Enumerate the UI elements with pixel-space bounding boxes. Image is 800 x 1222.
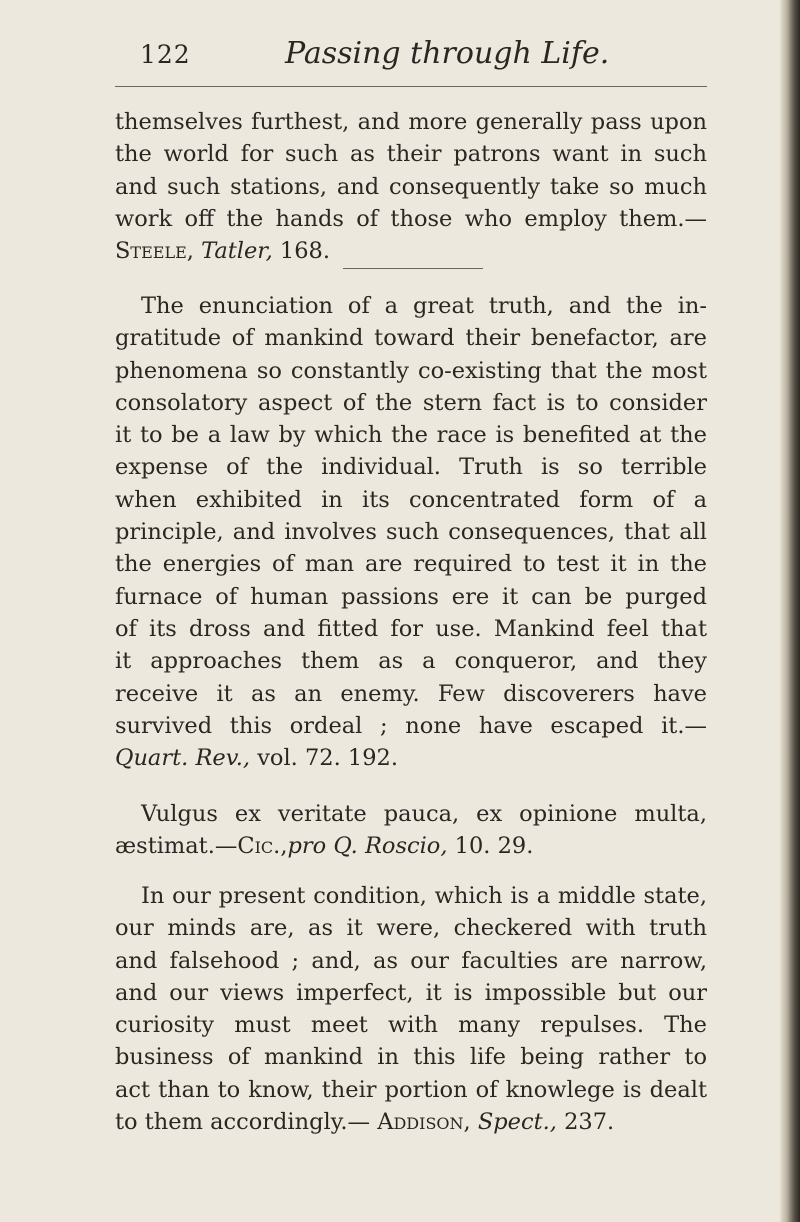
attribution-author: Cic., [237, 833, 288, 860]
attribution-ref: 237. [564, 1109, 615, 1136]
quotation-steele [115, 106, 707, 267]
text-line: our minds are, as it were, checkered with truth [115, 915, 707, 942]
attribution-line [115, 830, 707, 862]
text-line: and such stations, and consequently take so much [115, 173, 707, 200]
attribution-author: Addison, [377, 1109, 471, 1136]
text-line: gratitude of mankind toward their benefactor, are [115, 325, 707, 352]
text-line: receive it as an enemy. Few discoverers have [115, 680, 707, 707]
text-line: of its dross and fitted for use. Mankind feel that [115, 615, 707, 642]
text-line: work off the hands of those who employ them.— [115, 205, 707, 232]
text-line: furnace of human passions ere it can be purged [115, 583, 707, 610]
text-line: principle, and involves such consequences, that all [115, 519, 707, 546]
text-line-end: æstimat.— [115, 833, 238, 860]
text-line: survived this ordeal ; none have escaped it.— [115, 712, 707, 739]
attribution-work: Spect., [477, 1109, 557, 1136]
running-title: Passing through Life. [285, 36, 610, 71]
text-line: and our views imperfect, it is impossible but our [115, 979, 707, 1006]
attribution [115, 235, 707, 267]
quotation-cicero [115, 798, 707, 863]
text-line: it to be a law by which the race is benefited at the [115, 422, 707, 449]
text-line-end: to them accordingly.— [115, 1109, 371, 1136]
text-line: when exhibited in its concentrated form of a [115, 486, 707, 513]
attribution-ref: 168. [279, 238, 330, 265]
attribution-work: pro Q. Roscio, [287, 833, 448, 860]
attribution-ref: vol. 72. 192. [257, 745, 399, 772]
quotation-quarterly-review [115, 290, 707, 774]
text-line: curiosity must meet with many repulses. The [115, 1012, 707, 1039]
text-line: The enunciation of a great truth, and the in- [141, 293, 707, 319]
text-line: consolatory aspect of the stern fact is to consider [115, 389, 707, 416]
book-spine-edge [780, 0, 800, 1222]
section-separator [343, 268, 483, 269]
quotation-addison [115, 880, 707, 1138]
attribution [115, 742, 707, 774]
text-line: Vulgus ex veritate pauca, ex opinione multa, [141, 801, 707, 827]
attribution-work: Tatler, [201, 238, 273, 265]
page-number: 122 [140, 40, 191, 69]
attribution-line [115, 1106, 707, 1138]
text-line: it approaches them as a conqueror, and they [115, 648, 707, 675]
text-line: themselves furthest, and more generally pass upon [115, 109, 707, 135]
text-line: and falsehood ; and, as our faculties are narrow, [115, 947, 707, 974]
page-header [140, 36, 700, 80]
text-line: business of mankind in this life being rather to [115, 1044, 707, 1071]
attribution-ref: 10. 29. [454, 833, 534, 860]
attribution-work: Quart. Rev., [115, 745, 251, 772]
header-rule [115, 86, 707, 87]
text-line: expense of the individual. Truth is so terrible [115, 454, 707, 481]
attribution-author: Steele, [115, 238, 194, 265]
text-line: phenomena so constantly co-existing that the most [115, 357, 707, 384]
text-line: the energies of man are required to test it in the [115, 551, 707, 578]
text-line: the world for such as their patrons want in such [115, 141, 707, 168]
text-line: In our present condition, which is a middle state, [141, 883, 707, 909]
text-line: act than to know, their portion of knowlege is dealt [115, 1076, 707, 1103]
